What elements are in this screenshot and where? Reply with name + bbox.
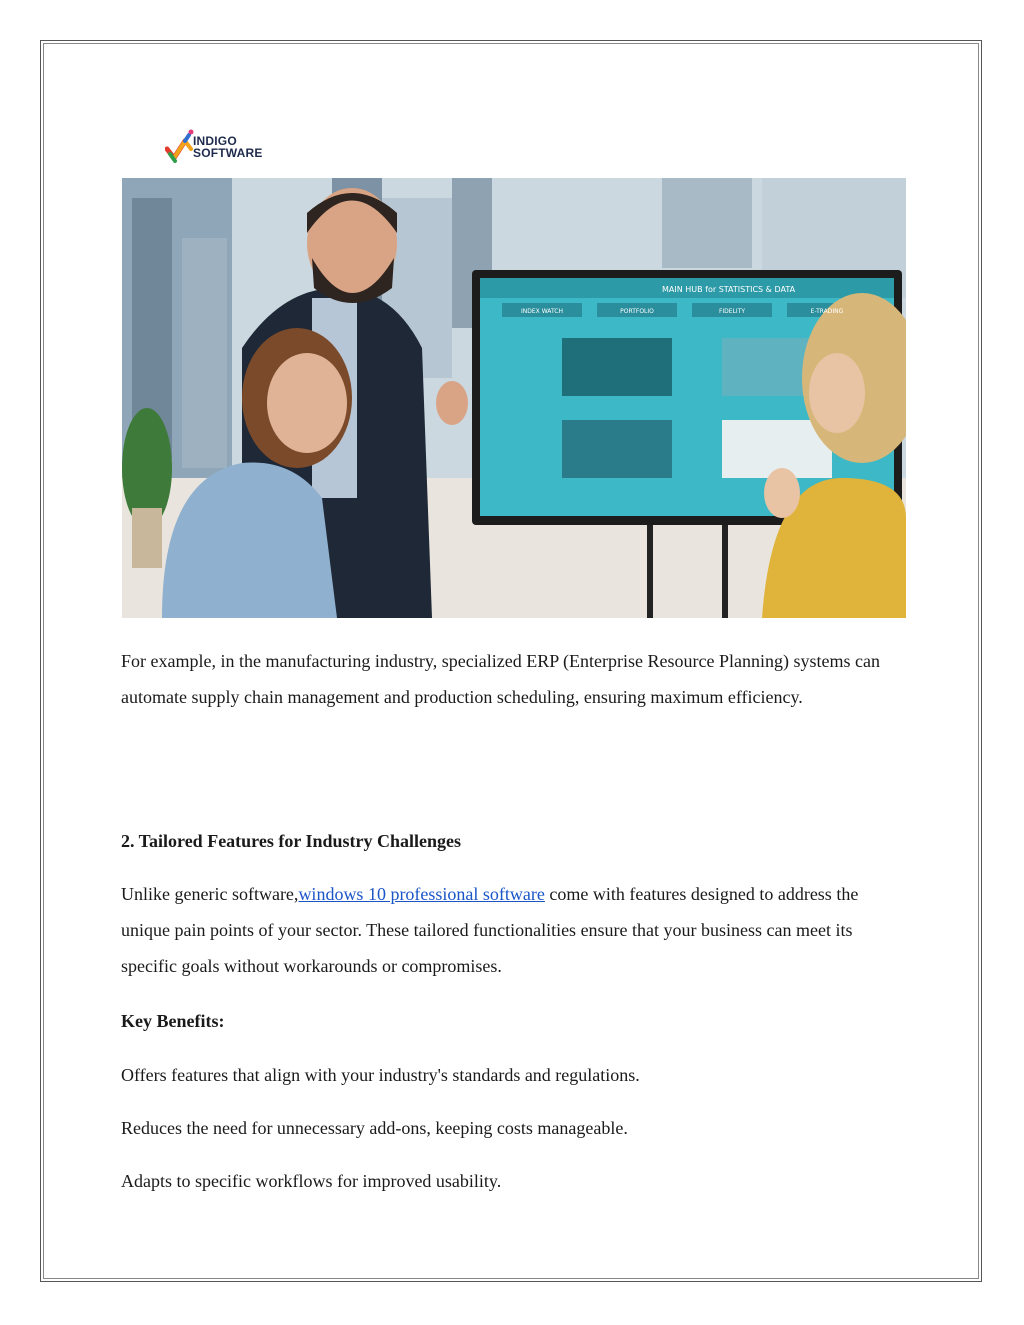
screen-tab-label: PORTFOLIO — [620, 308, 654, 315]
screen-tab-label: E-TRADING — [810, 308, 844, 315]
paragraph2-before: Unlike generic software, — [121, 884, 299, 904]
paragraph2-after: come with features designed to address the unique pain points of your sector. These tailored functionalities ensure that your business can meet its specific goals without workarounds or compromises. — [121, 884, 859, 976]
windows-software-link[interactable]: windows 10 professional software — [298, 884, 545, 904]
benefit-item: Adapts to specific workflows for improved usability. — [121, 1171, 502, 1191]
benefit-item: Offers features that align with your industry's standards and regulations. — [121, 1065, 640, 1085]
section-heading: 2. Tailored Features for Industry Challenges — [121, 831, 462, 851]
logo-line2: SOFTWARE — [193, 146, 263, 160]
benefit-item: Reduces the need for unnecessary add-ons, keeping costs manageable. — [121, 1118, 628, 1138]
hero-photo — [122, 178, 906, 618]
logo-line1: INDIGO — [193, 134, 237, 148]
paragraph-erp-example: For example, in the manufacturing industry, specialized ERP (Enterprise Resource Planning) systems can automate supply chain management and production scheduling, ensuring maximum efficiency. — [121, 651, 880, 707]
screen-title: MAIN HUB for STATISTICS & DATA — [662, 285, 796, 294]
indigo-software-logo — [165, 127, 275, 171]
key-benefits-heading: Key Benefits: — [121, 1011, 225, 1031]
logo-mark-icon — [165, 127, 195, 167]
logo-text — [193, 135, 263, 159]
paragraph-tailored-features — [121, 876, 911, 984]
screen-tab-label: FIDELITY — [718, 308, 746, 315]
screen-tab-label: INDEX WATCH — [521, 308, 563, 315]
